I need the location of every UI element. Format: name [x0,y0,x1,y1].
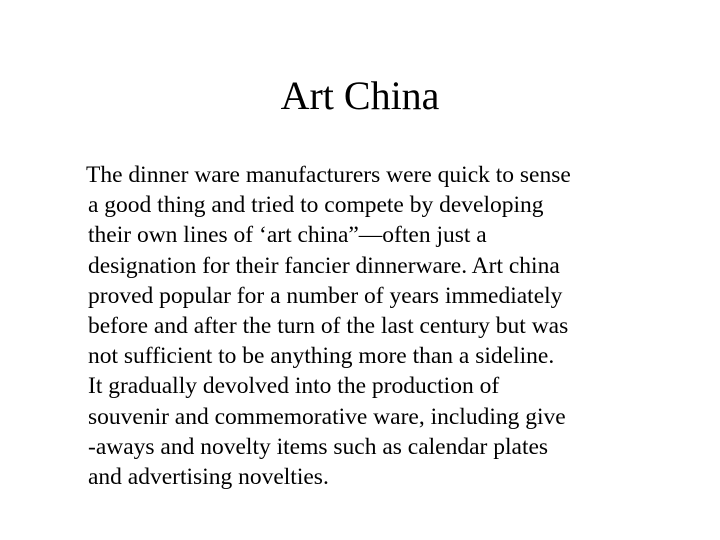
body-line: The dinner ware manufacturers were quick to sense [86,162,571,188]
body-line: their own lines of ‘art china”—often just a [88,222,487,249]
slide-title: Art China [280,73,440,118]
body-line: souvenir and commemorative ware, including give [88,403,566,430]
body-line: before and after the turn of the last century but was [88,312,569,339]
body-line: a good thing and tried to compete by developing [88,192,544,219]
body-line: not sufficient to be anything more than a sideline. [88,343,555,370]
body-line: and advertising novelties. [88,463,329,490]
body-line: designation for their fancier dinnerware. Art china [88,252,560,279]
body-line: -aways and novelty items such as calendar plates [88,433,549,460]
body-line: proved popular for a number of years immediately [88,282,563,309]
slide-body-paragraph [88,160,688,492]
body-line: It gradually devolved into the production of [88,373,500,400]
